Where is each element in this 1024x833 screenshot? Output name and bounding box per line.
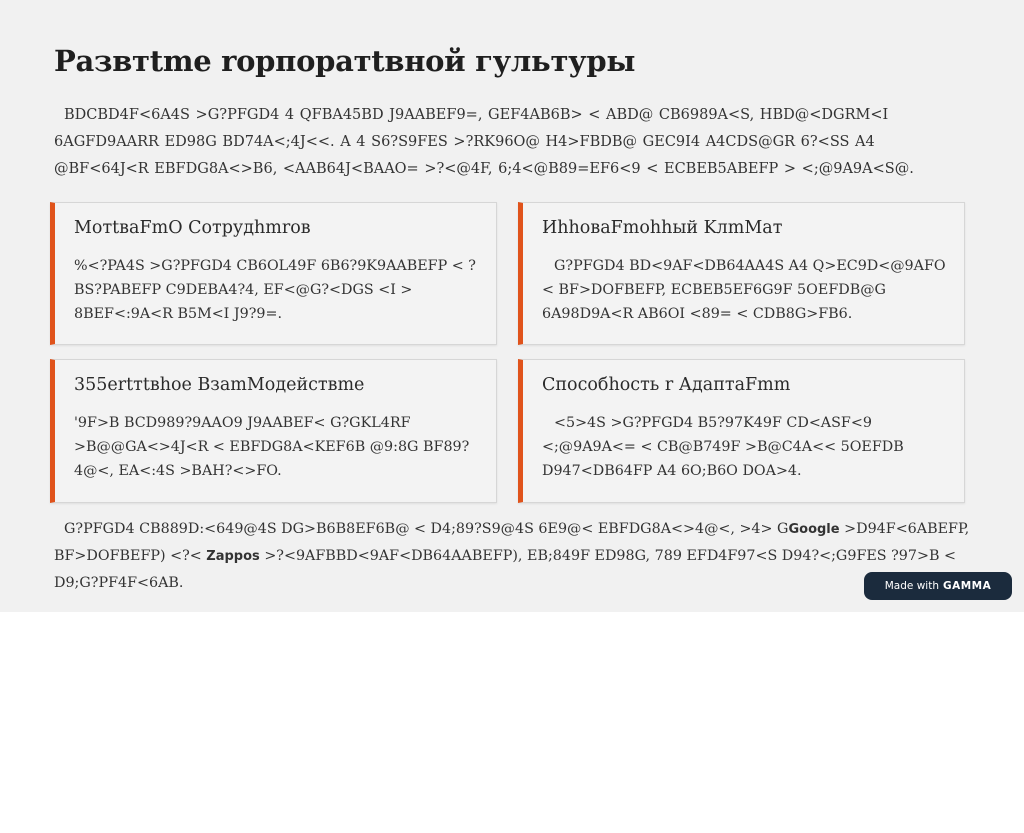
page-title: Развтtme rорпоратtвной гультуры: [54, 44, 636, 78]
card-motivation: [50, 202, 497, 345]
card-body: %<?PA4S >G?PFGD4 CB6OL49F 6B6?9K9AABEFP < ?BS?PABEFP C9DEBA4?4, EF<@G?<DGS <I > 8BEF<:9A<R B5M<I J9?9=.: [74, 258, 476, 322]
card-innovation: [518, 202, 965, 345]
made-with-gamma-badge[interactable]: [864, 572, 1012, 600]
card-collaboration: [50, 359, 497, 503]
brand-zappos: Zappos: [206, 549, 260, 564]
card-heading: Способhость r АдаптаFmm: [542, 375, 791, 395]
brand-google: Google: [788, 522, 840, 537]
outro-paragraph: [54, 516, 984, 597]
card-body: '9F>B BCD989?9AAO9 J9AABEF< G?GKL4RF >B@@GA<>4J<R < EBFDG8A<KEF6B @9:8G BF89?4@<, EA<:4S >BAH?<>FO.: [74, 415, 470, 479]
outro-text-1: G?PFGD4 CB889D:<649@4S DG>B6B8EF6B@ < D4;89?S9@4S 6E9@< EBFDG8A<>4@<, >4> G: [64, 521, 789, 537]
card-adaptability: [518, 359, 965, 503]
card-body: G?PFGD4 BD<9AF<DB64AA4S A4 Q>EC9D<@9AFO < BF>DOFBEFP, ECBEB5EF6G9F 5OEFDB@G 6A98D9A<R AB6OI <89= < CDB8G>FB6.: [542, 258, 946, 322]
intro-paragraph: BDCBD4F<6A4S >G?PFGD4 4 QFBA45BD J9AABEF9=, GEF4AB6B> < ABD@ CB6989A<S, HBD@<DGRM<I 6AGFD9AARR ED98G BD74A<;4J<<. A 4 S6?S9FES >?RK96O@ H4>FBDB@ GEC9I4 A4CDS@GR 6?<SS A4 @BF<64J<R EBFDG8A<>B6, <AAB64J<BAAO= >?<@4F, 6;4<@B89=EF6<9 < ECBEB5ABEFP > <;@9A9A<S@.: [54, 107, 914, 177]
card-body: <5>4S >G?PFGD4 B5?97K49F CD<ASF<9 <;@9A9A<= < CB@B749F >B@C4A<< 5OEFDB D947<DB64FP A4 6O;B6O DOA>4.: [542, 415, 904, 479]
outro-text-2: >D94F<6ABEFP, BF>DOFBEFP) <?<: [54, 521, 970, 564]
badge-prefix: Made with: [884, 580, 939, 592]
card-heading: ИhhoвaFmohhый KлmMaт: [542, 218, 783, 238]
gamma-logo: GAMMA: [942, 580, 992, 592]
card-heading: 355ertтtвhoe ВзаmМодействme: [74, 375, 365, 395]
card-heading: MотtвaFmO Сотрудhmrов: [74, 218, 311, 238]
outro-text-3: >?<9AFBBD<9AF<DB64AABEFP), EB;849F ED98G, 789 EFD4F97<S D94?<;G9FES ?97>B < D9;G?PF4F<6AB.: [54, 548, 957, 591]
